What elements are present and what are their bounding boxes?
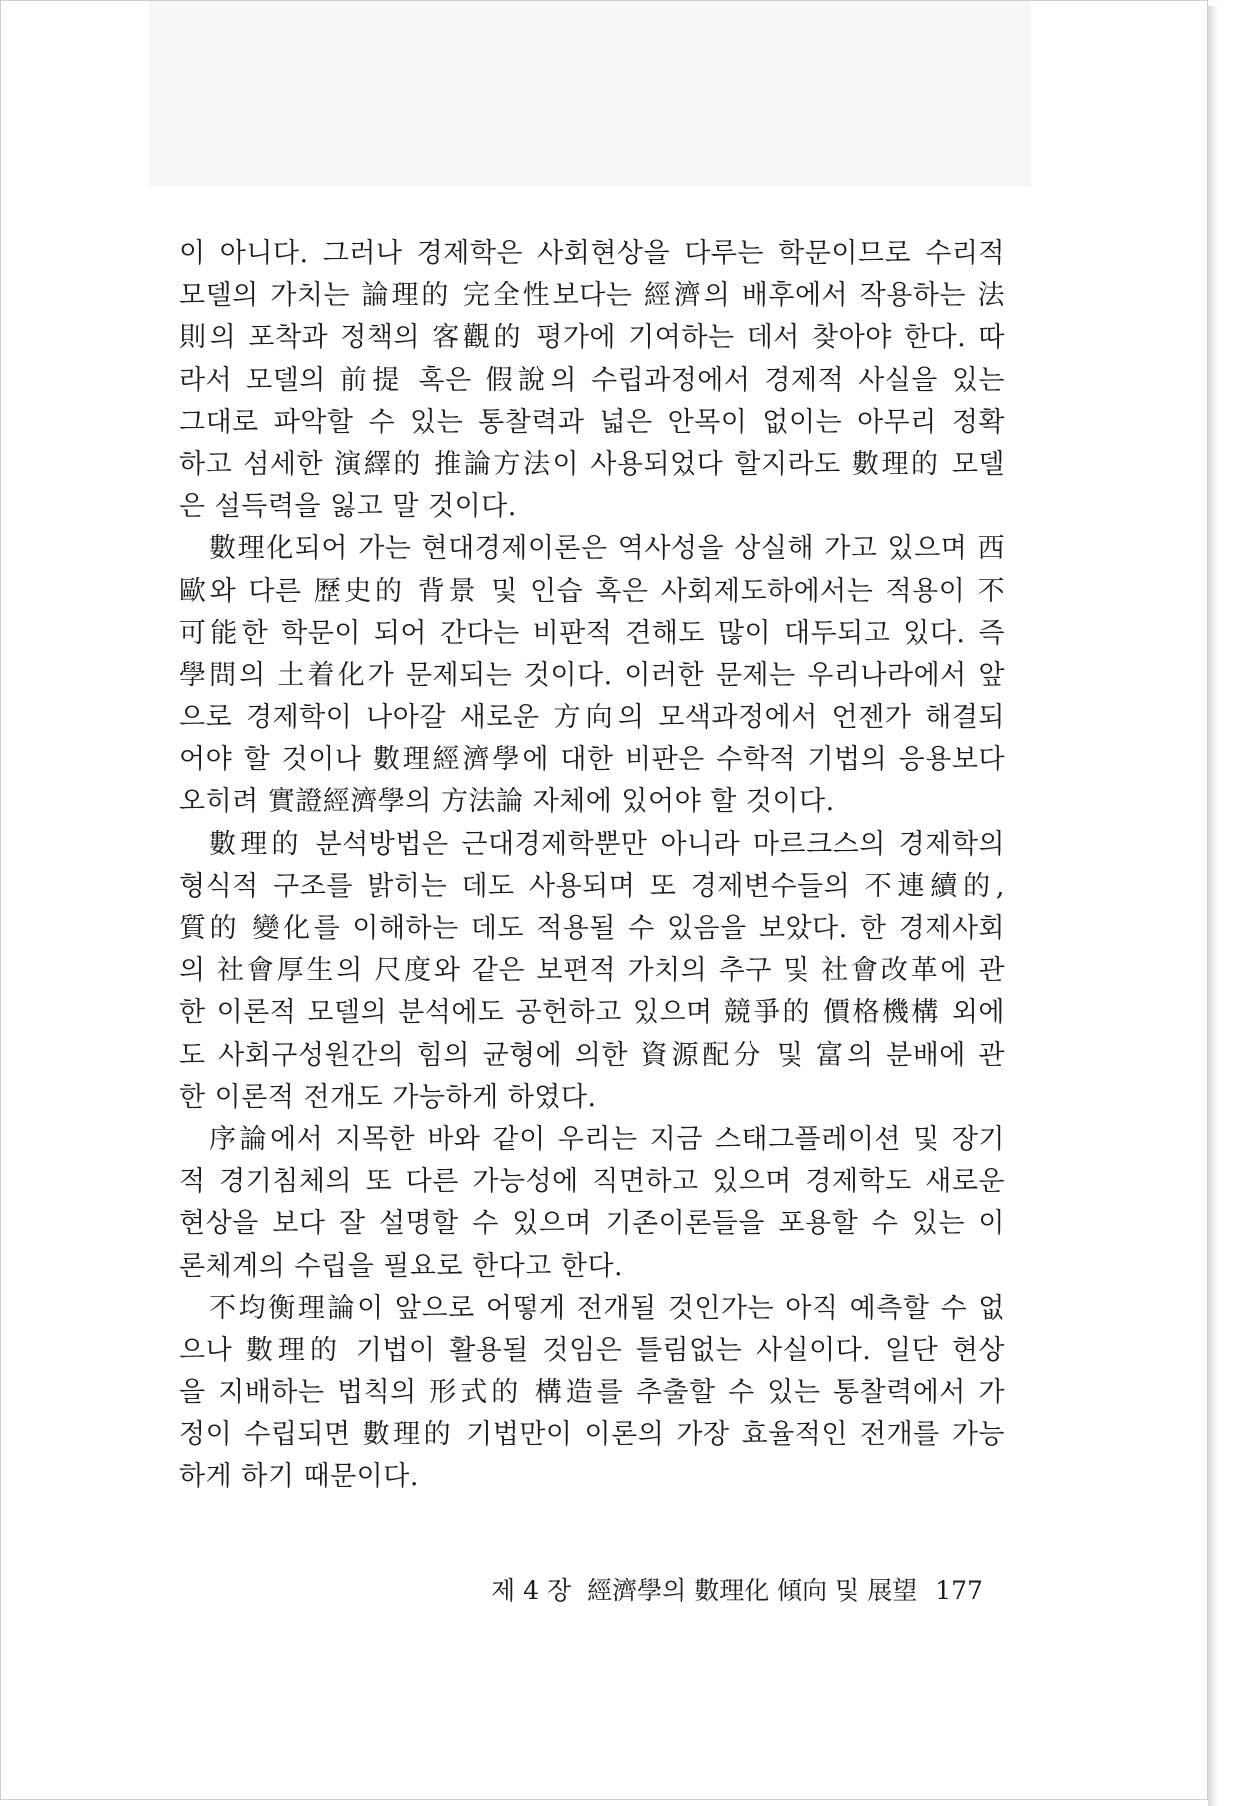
top-margin-shade: [149, 1, 1031, 186]
text-line: 이 아니다. 그러나 경제학은 사회현상을 다루는 학문이므로 수리적: [179, 238, 1005, 269]
text-line: 不均衡理論이 앞으로 어떻게 전개될 것인가는 아직 예측할 수 없: [209, 1292, 1005, 1324]
paragraph: [179, 1288, 1005, 1499]
text-line: 오히려 實證經濟學의 方法論 자체에 있어야 할 것이다.: [179, 786, 835, 818]
chapter-title: 經濟學의 數理化 傾向 및 展望: [587, 1576, 918, 1605]
page-edge-shadow: [1208, 6, 1218, 1806]
text-line: 으로 경제학이 나아갈 새로운 方向의 모색과정에서 언젠가 해결되: [179, 702, 1005, 734]
text-line: 적 경기침체의 또 다른 가능성에 직면하고 있으며 경제학도 새로운: [179, 1166, 1005, 1198]
text-line: 序論에서 지목한 바와 같이 우리는 지금 스태그플레이션 및 장기: [209, 1123, 1005, 1155]
text-line: 質的 變化를 이해하는 데도 적용될 수 있음을 보았다. 한 경제사회: [179, 913, 1005, 944]
text-line: 을 지배하는 법칙의 形式的 構造를 추출할 수 있는 통찰력에서 가: [179, 1377, 1005, 1409]
text-line: 學問의 土着化가 문제되는 것이다. 이러한 문제는 우리나라에서 앞: [179, 659, 1005, 691]
text-line: 형식적 구조를 밝히는 데도 사용되며 또 경제변수들의 不連續的,: [179, 870, 1005, 902]
paragraph: [179, 528, 1005, 823]
text-line: 한 이론적 전개도 가능하게 하였다.: [179, 1081, 597, 1113]
text-line: 은 설득력을 잃고 말 것이다.: [179, 491, 517, 523]
paragraph: [179, 1119, 1005, 1288]
text-line: 도 사회구성원간의 힘의 균형에 의한 資源配分 및 富의 분배에 관: [179, 1039, 1005, 1071]
text-line: 으나 數理的 기법이 활용될 것임은 틀림없는 사실이다. 일단 현상: [179, 1334, 1005, 1366]
text-line: 의 社會厚生의 尺度와 같은 보편적 가치의 추구 및 社會改革에 관: [179, 955, 1005, 987]
text-line: 하고 섬세한 演繹的 推論方法이 사용되었다 할지라도 數理的 모델: [179, 448, 1005, 480]
paragraph: [179, 824, 1005, 1119]
text-line: 한 이론적 모델의 분석에도 공헌하고 있으며 競爭的 價格機構 외에: [179, 997, 1005, 1029]
text-line: 어야 할 것이나 數理經濟學에 대한 비판은 수학적 기법의 응용보다: [179, 744, 1005, 776]
text-line: 數理的 분석방법은 근대경제학뿐만 아니라 마르크스의 경제학의: [209, 828, 1005, 860]
text-line: 可能한 학문이 되어 간다는 비판적 견해도 많이 대두되고 있다. 즉: [179, 617, 1005, 649]
text-line: 현상을 보다 잘 설명할 수 있으며 기존이론들을 포용할 수 있는 이: [179, 1208, 1005, 1240]
text-line: 모델의 가치는 論理的 完全性보다는 經濟의 배후에서 작용하는 法: [179, 280, 1005, 312]
text-line: 數理化되어 가는 현대경제이론은 역사성을 상실해 가고 있으며 西: [209, 533, 1005, 565]
text-line: 라서 모델의 前提 혹은 假說의 수립과정에서 경제적 사실을 있는: [179, 364, 1005, 396]
body-text: [179, 233, 1005, 1499]
running-footer: [491, 1571, 983, 1611]
text-line: 하게 하기 때문이다.: [179, 1461, 419, 1493]
text-line: 정이 수립되면 數理的 기법만이 이론의 가장 효율적인 전개를 가능: [179, 1419, 1005, 1451]
paragraph: [179, 233, 1005, 528]
chapter-label: 제 4 장: [491, 1576, 572, 1605]
page-number: 177: [935, 1576, 983, 1605]
text-line: 則의 포착과 정책의 客觀的 평가에 기여하는 데서 찾아야 한다. 따: [179, 322, 1005, 354]
text-line: 歐와 다른 歷史的 背景 및 인습 혹은 사회제도하에서는 적용이 不: [179, 575, 1005, 607]
text-line: 그대로 파악할 수 있는 통찰력과 넓은 안목이 없이는 아무리 정확: [179, 406, 1005, 438]
text-line: 론체계의 수립을 필요로 한다고 한다.: [179, 1250, 624, 1282]
